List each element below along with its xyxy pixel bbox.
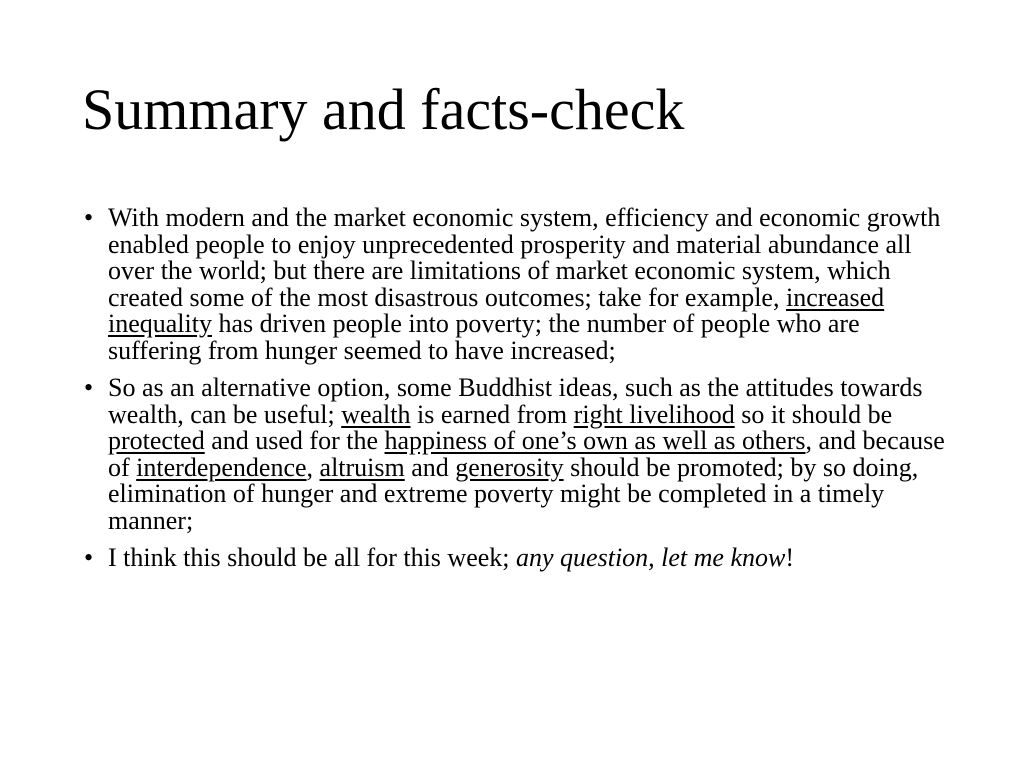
bullet-item-buddhist-ideas [82,375,954,534]
underlined-term-increased-inequality: increased inequality [108,282,885,338]
bullet-text: I think this should be all for this week; [108,543,517,572]
bullet-text: and used for the [204,426,385,455]
bullet-text: and [404,452,456,482]
bullet-item-closing [82,545,954,572]
slide-title: Summary and facts-check [82,77,685,142]
bullet-list [82,205,954,583]
bullet-text: , and because of [108,426,945,482]
bullet-marker-icon: • [84,373,94,402]
bullet-text: ! [785,543,795,572]
bullet-text: should be promoted; by so doing, elimination of hunger and extreme poverty might be completed in a timely manner; [108,452,919,535]
bullet-text: With modern and the market economic system, efficiency and economic growth enabled people to enjoy unprecedented prosperity and material abundance all over the world; but there are limitations of market economic system, which created some of the most disastrous outcomes; take for example, [108,203,941,312]
bullet-item-market-economy [82,205,954,364]
underlined-term-happiness: happiness of one’s own as well as others [384,426,806,455]
underlined-term-generosity: generosity [455,452,564,482]
bullet-text: , [306,452,320,482]
underlined-term-right-livelihood: right livelihood [573,399,735,429]
bullet-marker-icon: • [84,543,94,572]
bullet-text: has driven people into poverty; the number of people who are suffering from hunger seemed to have increased; [108,309,860,365]
bullet-text: so it should be [734,399,893,429]
italic-phrase-any-question: any question, let me know [516,543,786,572]
bullet-text: is earned from [410,399,574,429]
bullet-text: So as an alternative option, some Buddhist ideas, such as the attitudes towards wealth, can be useful; [108,373,923,429]
underlined-term-wealth: wealth [341,399,411,429]
underlined-term-interdependence: interdependence [136,452,307,482]
bullet-marker-icon: • [84,203,94,232]
underlined-term-protected: protected [108,426,205,455]
underlined-term-altruism: altruism [319,452,405,482]
